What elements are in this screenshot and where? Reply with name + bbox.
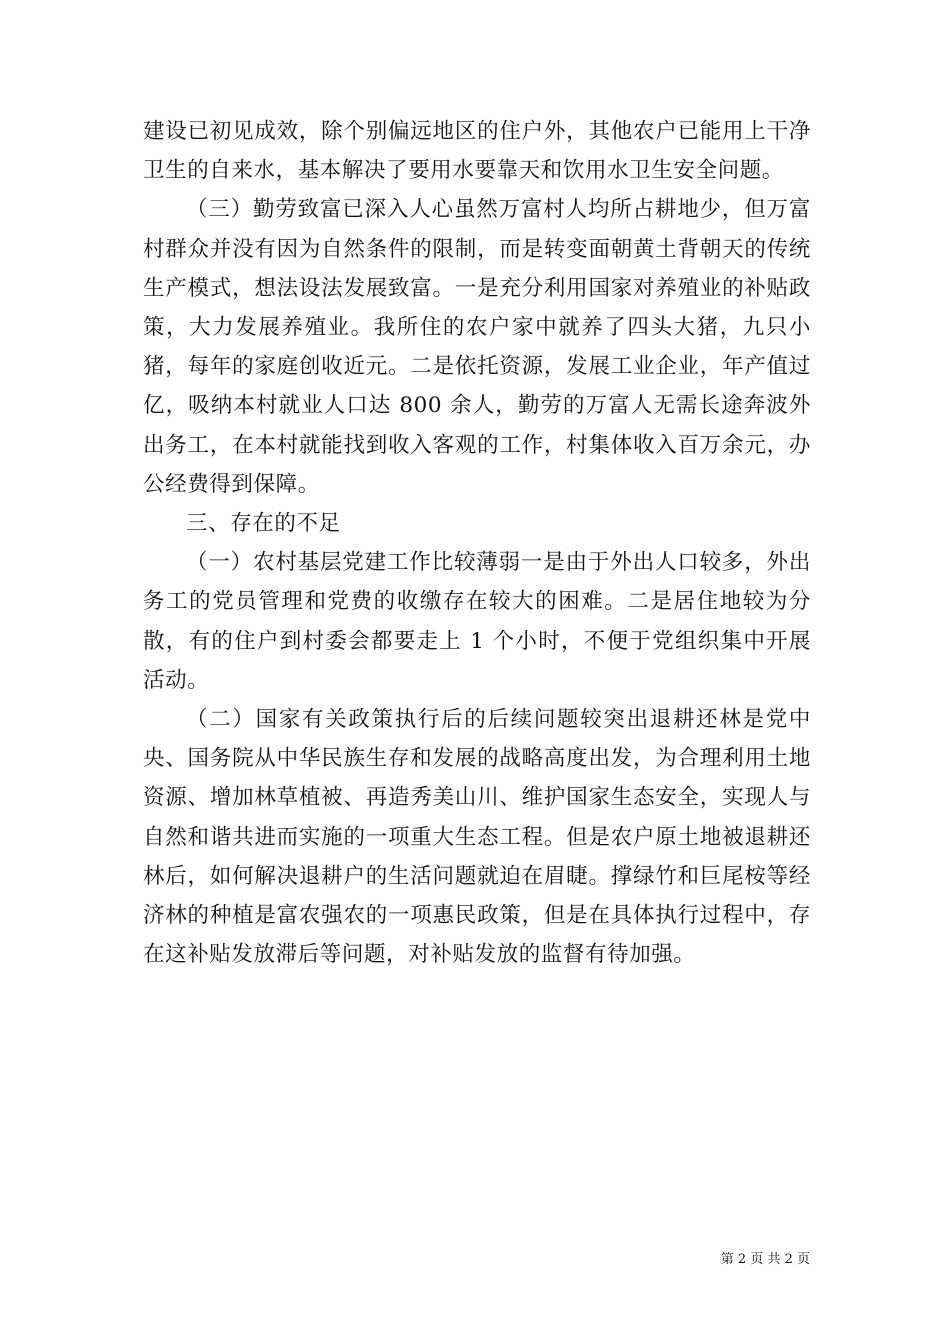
- paragraph-shortcoming-2: （二）国家有关政策执行后的后续问题较突出退耕还林是党中央、国务院从中华民族生存和发展的战略高度出发，为合理利用土地资源、增加林草植被、再造秀美山川、维护国家生态安全，实现人与自然和谐共进而实施的一项重大生态工程。但是农户原土地被退耕还林后，如何解决退耕户的生活问题就迫在眉睫。撑绿竹和巨尾桉等经济林的种植是富农强农的一项惠民政策，但是在具体执行过程中，存在这补贴发放滞后等问题，对补贴发放的监督有待加强。: [143, 707, 811, 968]
- paragraph-shortcoming-1: （一）农村基层党建工作比较薄弱一是由于外出人口较多，外出务工的党员管理和党费的收缴存在较大的困难。二是居住地较为分散，有的住户到村委会都要走上 1 个小时，不便于党组织集中开展活动。: [143, 550, 811, 693]
- paragraph-continuation: 建设已初见成效，除个别偏远地区的住户外，其他农户已能用上干净卫生的自来水，基本解决了要用水要靠天和饮用水卫生安全问题。: [143, 119, 811, 184]
- paragraph-section-3: （三）勤劳致富已深入人心虽然万富村人均所占耕地少，但万富村群众并没有因为自然条件的限制，而是转变面朝黄土背朝天的传统生产模式，想法设法发展致富。一是充分利用国家对养殖业的补贴政策，大力发展养殖业。我所住的农户家中就养了四头大猪，九只小猪，每年的家庭创收近元。二是依托资源，发展工业企业，年产值过亿，吸纳本村就业人口达 800 余人，勤劳的万富人无需长途奔波外出务工，在本村就能找到收入客观的工作，村集体收入百万余元，办公经费得到保障。: [143, 197, 811, 497]
- section-heading-shortcomings: 三、存在的不足: [186, 511, 341, 537]
- page-number: 第 2 页 共 2 页: [720, 1252, 810, 1267]
- document-body: [143, 112, 811, 974]
